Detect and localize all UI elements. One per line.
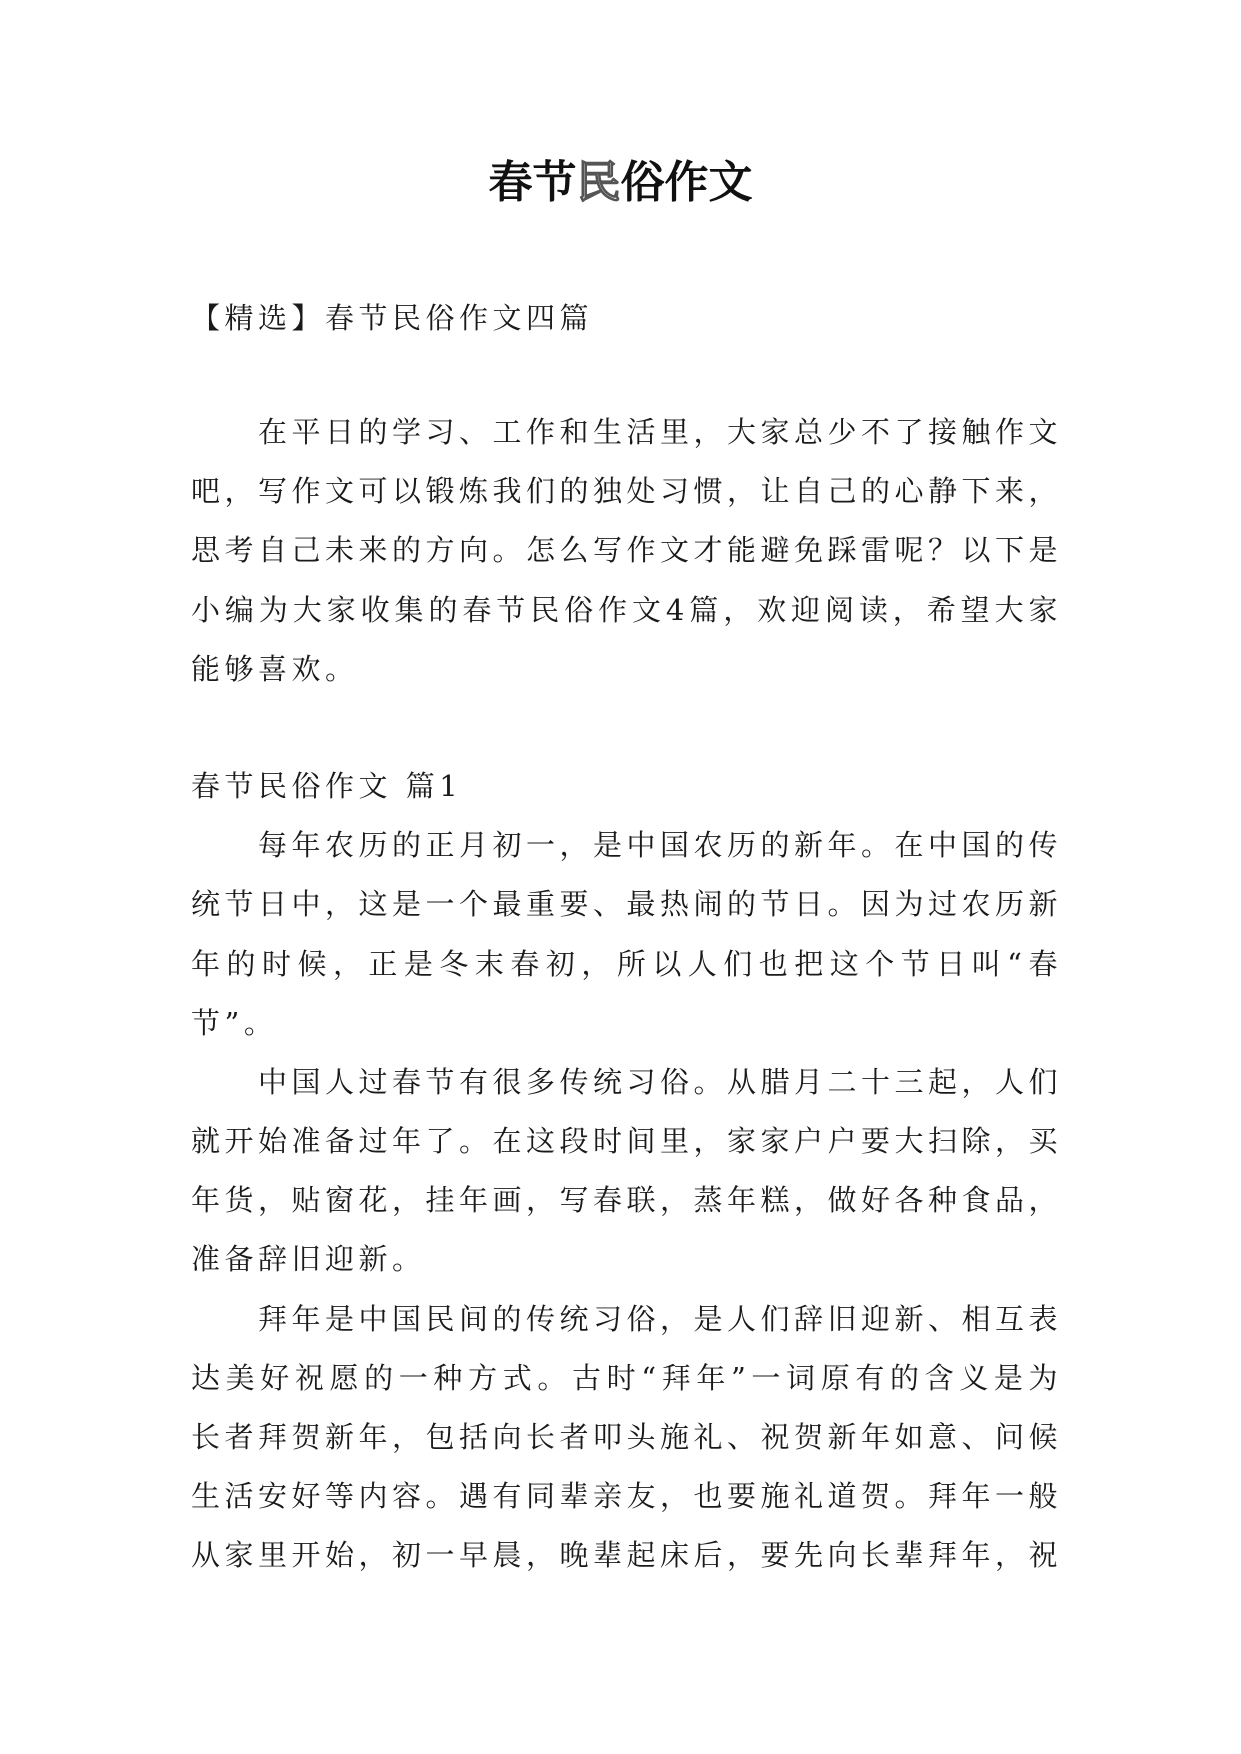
document-subtitle: 【精选】春节民俗作文四篇 <box>191 301 594 335</box>
paragraph-line: 小编为大家收集的春节民俗作文4篇，欢迎阅读，希望大家 <box>191 592 1062 627</box>
paragraph-line: 节”。 <box>191 1005 278 1040</box>
body-paragraph-1 <box>191 816 1062 1053</box>
body-paragraph-2 <box>191 1053 1062 1290</box>
paragraph-line: 能够喜欢。 <box>191 651 359 686</box>
paragraph-line: 思考自己未来的方向。怎么写作文才能避免踩雷呢？以下是 <box>191 533 1063 568</box>
intro-paragraph <box>191 403 1062 699</box>
section-heading: 春节民俗作文 篇1 <box>191 768 463 803</box>
paragraph-line: 准备辞旧迎新。 <box>191 1242 426 1277</box>
paragraph-line: 达美好祝愿的一种方式。古时“拜年”一词原有的含义是为 <box>191 1360 1062 1395</box>
paragraph-line: 拜年是中国民间的传统习俗，是人们辞旧迎新、相互表 <box>258 1301 1063 1336</box>
body-paragraph-3 <box>191 1290 1062 1586</box>
paragraph-line: 就开始准备过年了。在这段时间里，家家户户要大扫除，买 <box>191 1124 1063 1159</box>
paragraph-line: 中国人过春节有很多传统习俗。从腊月二十三起，人们 <box>258 1064 1063 1099</box>
paragraph-line: 从家里开始，初一早晨，晚辈起床后，要先向长辈拜年，祝 <box>191 1538 1063 1573</box>
paragraph-line: 在平日的学习、工作和生活里，大家总少不了接触作文 <box>258 415 1063 449</box>
paragraph-line: 年的时候，正是冬末春初，所以人们也把这个节日叫“春 <box>191 946 1062 981</box>
paragraph-line: 每年农历的正月初一，是中国农历的新年。在中国的传 <box>258 828 1063 863</box>
title-text-part: 春节 <box>488 157 577 208</box>
paragraph-line: 吧，写作文可以锻炼我们的独处习惯，让自己的心静下来， <box>191 474 1063 509</box>
title-text-outlined-char: 民 <box>576 157 621 208</box>
paragraph-line: 长者拜贺新年，包括向长者叩头施礼、祝贺新年如意、问候 <box>191 1420 1063 1454</box>
paragraph-line: 生活安好等内容。遇有同辈亲友，也要施礼道贺。拜年一般 <box>191 1479 1063 1514</box>
paragraph-line: 年货，贴窗花，挂年画，写春联，蒸年糕，做好各种食品， <box>191 1183 1063 1218</box>
document-title <box>0 153 1241 213</box>
title-text-part: 俗作文 <box>620 157 753 208</box>
paragraph-line: 统节日中，这是一个最重要、最热闹的节日。因为过农历新 <box>191 887 1063 922</box>
